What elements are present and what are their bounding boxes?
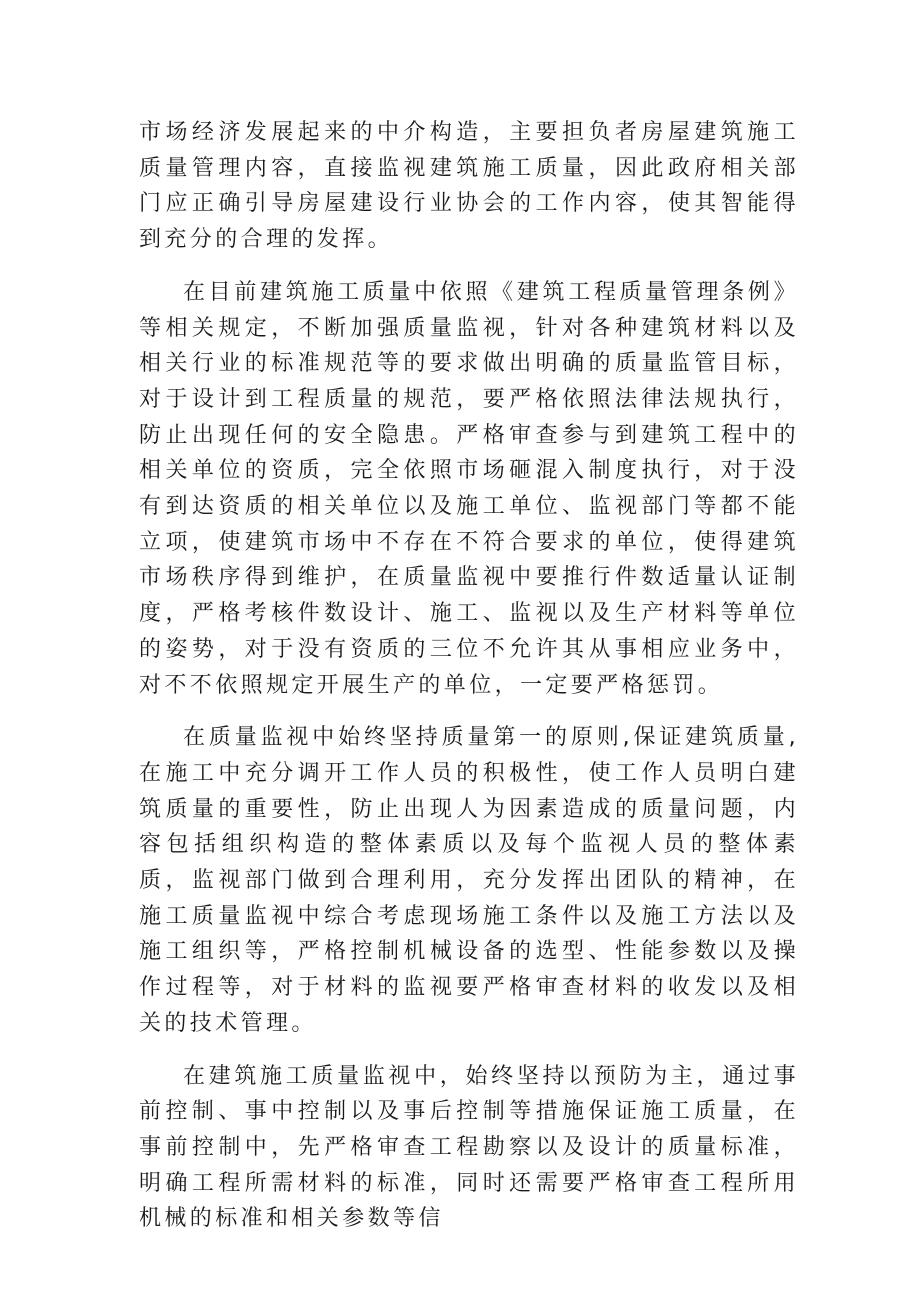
paragraph-1: 市场经济发展起来的中介构造，主要担负者房屋建筑施工质量管理内容，直接监视建筑施工质量，因此政府相关部门应正确引导房屋建设行业协会的工作内容，使其智能得到充分的合理的发挥。: [139, 120, 799, 253]
paragraph-3: 在质量监视中始终坚持质量第一的原则,保证建筑质量,在施工中充分调开工作人员的积极性，使工作人员明白建筑质量的重要性，防止出现人为因素造成的质量问题，内容包括组织构造的整体素质以及每个监视人员的整体素质，监视部门做到合理利用，充分发挥出团队的精神，在施工质量监视中综合考虑现场施工条件以及施工方法以及施工组织等，严格控制机械设备的选型、性能参数以及操作过程等，对于材料的监视要严格审查材料的收发以及相关的技术管理。: [139, 725, 799, 1036]
body-text: [139, 115, 799, 1254]
paragraph-4: 在建筑施工质量监视中，始终坚持以预防为主，通过事前控制、事中控制以及事后控制等措施保证施工质量，在事前控制中，先严格审查工程勘察以及设计的质量标准，明确工程所需材料的标准，同时还需要严格审查工程所用机械的标准和相关参数等信: [139, 1063, 799, 1232]
paragraph-2: 在目前建筑施工质量中依照《建筑工程质量管理条例》等相关规定，不断加强质量监视，针对各种建筑材料以及相关行业的标准规范等的要求做出明确的质量监管目标，对于设计到工程质量的规范，要严格依照法律法规执行，防止出现任何的安全隐患。严格审查参与到建筑工程中的相关单位的资质，完全依照市场砸混入制度执行，对于没有到达资质的相关单位以及施工单位、监视部门等都不能立项，使建筑市场中不存在不符合要求的单位，使得建筑市场秩序得到维护，在质量监视中要推行件数适量认证制度，严格考核件数设计、施工、监视以及生产材料等单位的姿势，对于没有资质的三位不允许其从事相应业务中，对不不依照规定开展生产的单位，一定要严格惩罚。: [139, 279, 799, 698]
